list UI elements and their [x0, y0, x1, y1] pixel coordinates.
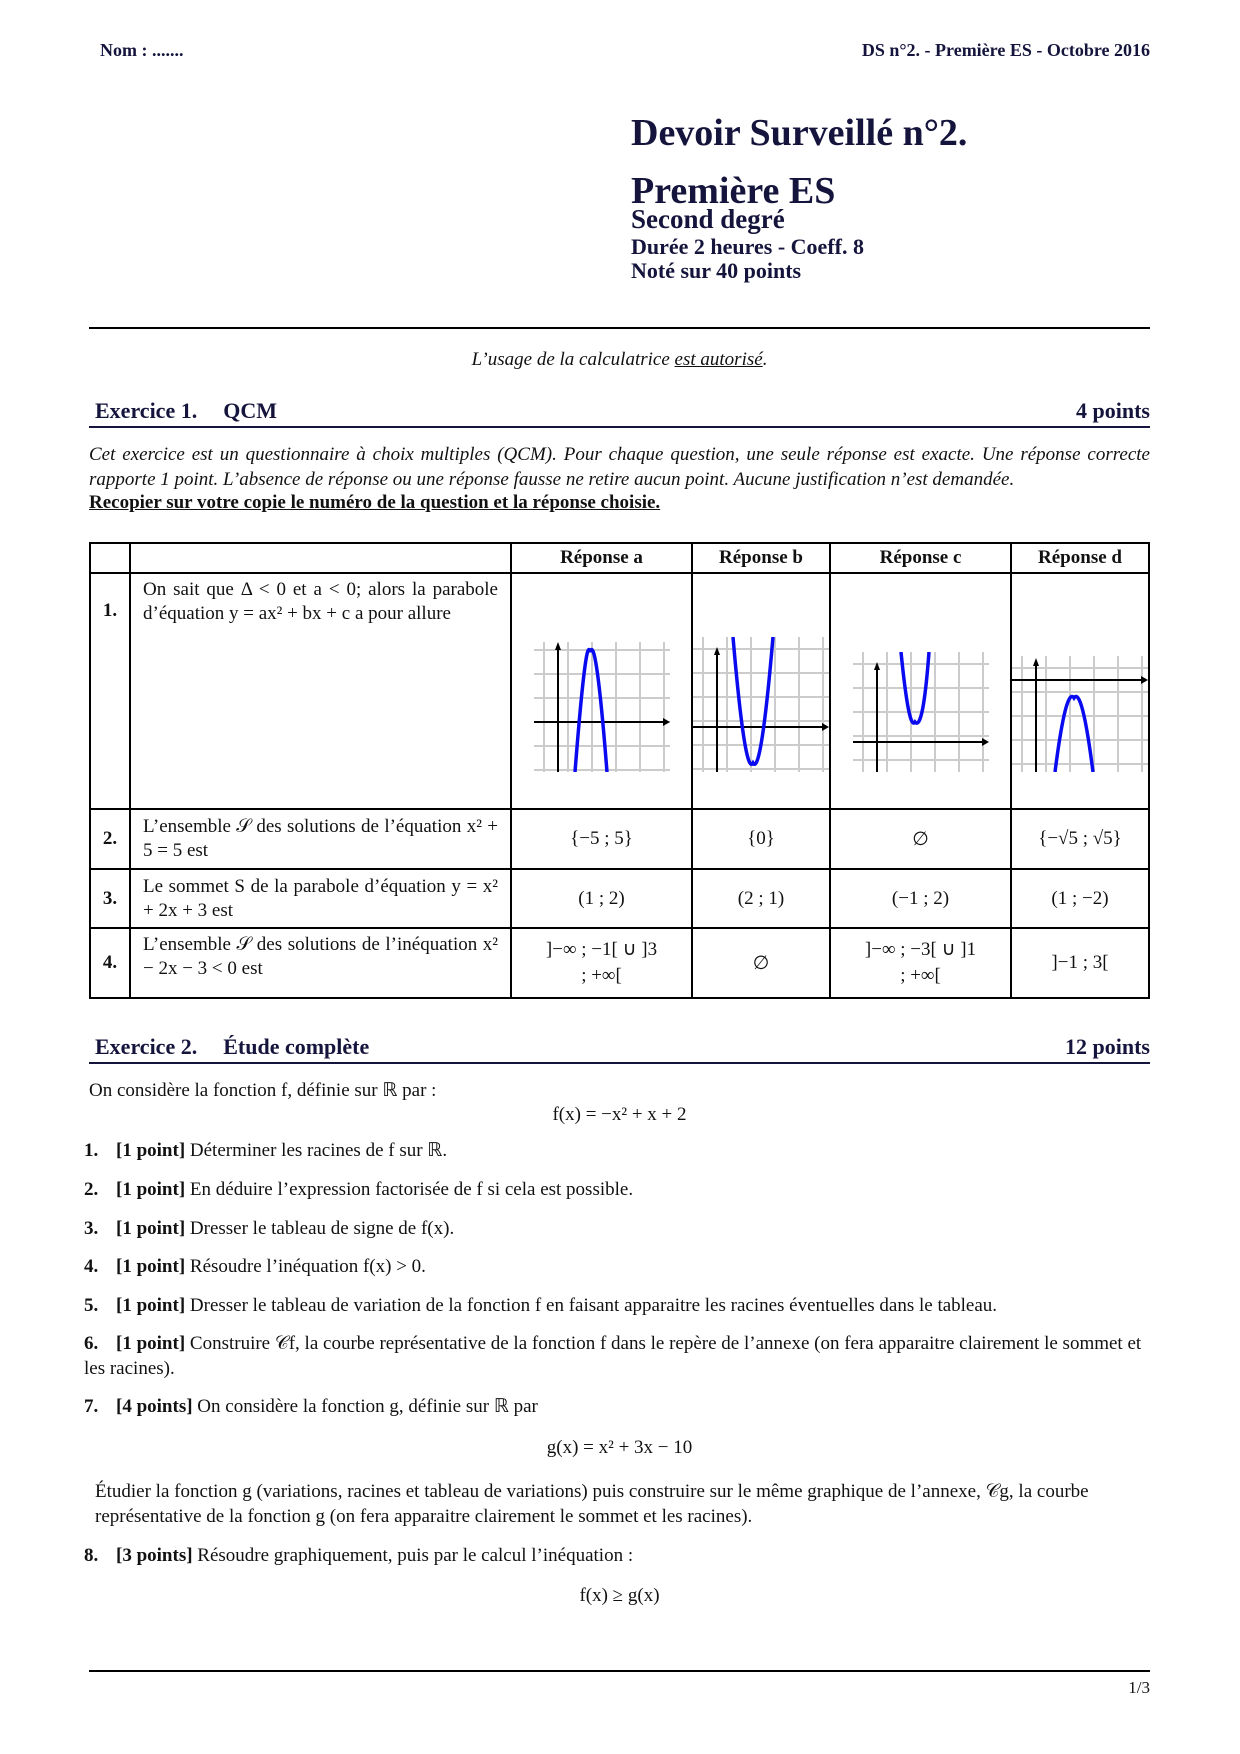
exercise-2-header	[89, 1034, 1150, 1064]
doc-total: Noté sur 40 points	[631, 258, 802, 283]
question-item	[84, 1394, 1150, 1419]
answer-b: (2 ; 1)	[692, 869, 830, 928]
question-text: Le sommet S de la parabole d’équation y = x² + 2x + 3 est	[130, 869, 511, 928]
header-answer-b: Réponse b	[692, 543, 830, 573]
answer-b: ∅	[692, 928, 830, 998]
inequation: f(x) ≥ g(x)	[579, 1585, 660, 1606]
item-points: [3 points]	[116, 1545, 193, 1566]
answer-d: ]−1 ; 3[	[1011, 928, 1149, 998]
item-number: 8.	[84, 1545, 99, 1566]
answer-c: ]−∞ ; −3[ ∪ ]1 ; +∞[	[830, 928, 1011, 998]
question-item	[84, 1331, 1150, 1381]
item-number: 2.	[84, 1179, 99, 1200]
doc-subject: Second degré	[631, 204, 785, 234]
item-points: [1 point]	[116, 1295, 186, 1316]
item-number: 4.	[84, 1256, 99, 1277]
question-number: 1.	[90, 573, 130, 809]
question-number: 4.	[90, 928, 130, 998]
note-text: L’usage de la calculatrice	[471, 349, 675, 370]
function-g-definition: g(x) = x² + 3x − 10	[546, 1437, 693, 1458]
answer-d: {−√5 ; √5}	[1011, 809, 1149, 869]
answer-a: ]−∞ ; −1[ ∪ ]3 ; +∞[	[511, 928, 692, 998]
question-number: 2.	[90, 809, 130, 869]
doc-duration: Durée 2 heures - Coeff. 8	[631, 234, 864, 259]
exercise-1-intro: Cet exercice est un questionnaire à choix multiples (QCM). Pour chaque question, une seule réponse est exacte. Une réponse correcte rapporte 1 point. L’absence de réponse ou une réponse fausse ne retire aucun point. Aucune justification n’est demandée.	[89, 444, 1150, 490]
footer-divider	[89, 1670, 1150, 1672]
calculator-note	[89, 349, 1150, 371]
exercise-points: 12 points	[1065, 1034, 1150, 1059]
empty-header	[130, 543, 511, 573]
parabola-graph-a	[534, 642, 670, 772]
note-emphasis: est autorisé	[674, 349, 763, 370]
header-answer-c: Réponse c	[830, 543, 1011, 573]
doc-title: Devoir Surveillé n°2.	[631, 112, 968, 154]
item-points: [4 points]	[116, 1396, 193, 1417]
table-row	[90, 869, 1149, 928]
function-f-definition: f(x) = −x² + x + 2	[552, 1104, 687, 1125]
doc-class: Première ES	[631, 170, 836, 212]
item-text: Dresser le tableau de signe de f(x).	[185, 1218, 455, 1239]
item-text: Dresser le tableau de variation de la fonction f en faisant apparaitre les racines éventuelles dans le tableau.	[185, 1295, 998, 1316]
item-number: 1.	[84, 1140, 99, 1161]
header-answer-a: Réponse a	[511, 543, 692, 573]
note-suffix: .	[762, 349, 768, 370]
answer-b: {0}	[692, 809, 830, 869]
exercise-name: Étude complète	[223, 1034, 370, 1059]
item-text: Résoudre l’inéquation f(x) > 0.	[185, 1256, 426, 1277]
question-text: On sait que Δ < 0 et a < 0; alors la parabole d’équation y = ax² + bx + c a pour allure	[130, 573, 511, 809]
question-item	[84, 1543, 1150, 1568]
question-number: 3.	[90, 869, 130, 928]
header-info: DS n°2. - Première ES - Octobre 2016	[861, 40, 1150, 60]
answer-graph-b	[692, 573, 830, 809]
header-name-field: Nom : .......	[100, 40, 184, 60]
question-item	[84, 1293, 1150, 1318]
exercise-label: Exercice 2.	[95, 1034, 198, 1059]
item-number: 6.	[84, 1333, 99, 1354]
item-text: Construire 𝒞f, la courbe représentative de la fonction f dans le repère de l’annexe (on fera apparaitre clairement le sommet et les racines).	[84, 1333, 1142, 1379]
exercise-label: Exercice 1.	[95, 398, 198, 423]
question-text: L’ensemble 𝒮 des solutions de l’équation x² + 5 = 5 est	[130, 809, 511, 869]
answer-a: {−5 ; 5}	[511, 809, 692, 869]
function-g-task: Étudier la fonction g (variations, racines et tableau de variations) puis construire sur le même graphique de l’annexe, 𝒞g, la courbe représentative de la fonction g (on fera apparaitre clairement le sommet et les racines).	[95, 1481, 1089, 1527]
item-number: 7.	[84, 1396, 99, 1417]
exercise-2-intro: On considère la fonction f, définie sur ℝ par :	[89, 1080, 437, 1101]
parabola-graph-d	[1012, 656, 1148, 772]
question-item	[84, 1216, 1150, 1241]
exercise-1-header	[89, 398, 1150, 428]
item-points: [1 point]	[116, 1179, 186, 1200]
exercise-name: QCM	[223, 398, 277, 423]
answer-graph-d	[1011, 573, 1149, 809]
answer-a: (1 ; 2)	[511, 869, 692, 928]
table-row	[90, 809, 1149, 869]
item-text: En déduire l’expression factorisée de f si cela est possible.	[185, 1179, 634, 1200]
item-points: [1 point]	[116, 1333, 186, 1354]
answer-d: (1 ; −2)	[1011, 869, 1149, 928]
parabola-graph-c	[853, 652, 989, 772]
qcm-table	[89, 542, 1150, 999]
divider	[89, 327, 1150, 329]
item-number: 5.	[84, 1295, 99, 1316]
item-text: Déterminer les racines de f sur ℝ.	[185, 1140, 448, 1161]
item-points: [1 point]	[116, 1256, 186, 1277]
item-number: 3.	[84, 1218, 99, 1239]
item-points: [1 point]	[116, 1140, 186, 1161]
table-row	[90, 573, 1149, 809]
item-points: [1 point]	[116, 1218, 186, 1239]
table-row	[90, 928, 1149, 998]
answer-c: (−1 ; 2)	[830, 869, 1011, 928]
header-answer-d: Réponse d	[1011, 543, 1149, 573]
answer-c: ∅	[830, 809, 1011, 869]
empty-header	[90, 543, 130, 573]
exercise-points: 4 points	[1076, 398, 1150, 423]
question-item	[84, 1138, 1150, 1163]
exercise-1-instruction: Recopier sur votre copie le numéro de la question et la réponse choisie.	[89, 492, 661, 513]
item-text: On considère la fonction g, définie sur ℝ par	[192, 1396, 538, 1417]
question-text: L’ensemble 𝒮 des solutions de l’inéquation x² − 2x − 3 < 0 est	[130, 928, 511, 998]
item-text: Résoudre graphiquement, puis par le calcul l’inéquation :	[192, 1545, 634, 1566]
page-number: 1/3	[1128, 1678, 1150, 1697]
question-item	[84, 1254, 1150, 1279]
answer-graph-a	[511, 573, 692, 809]
answer-graph-c	[830, 573, 1011, 809]
question-item	[84, 1177, 1150, 1202]
parabola-graph-b	[693, 637, 829, 772]
